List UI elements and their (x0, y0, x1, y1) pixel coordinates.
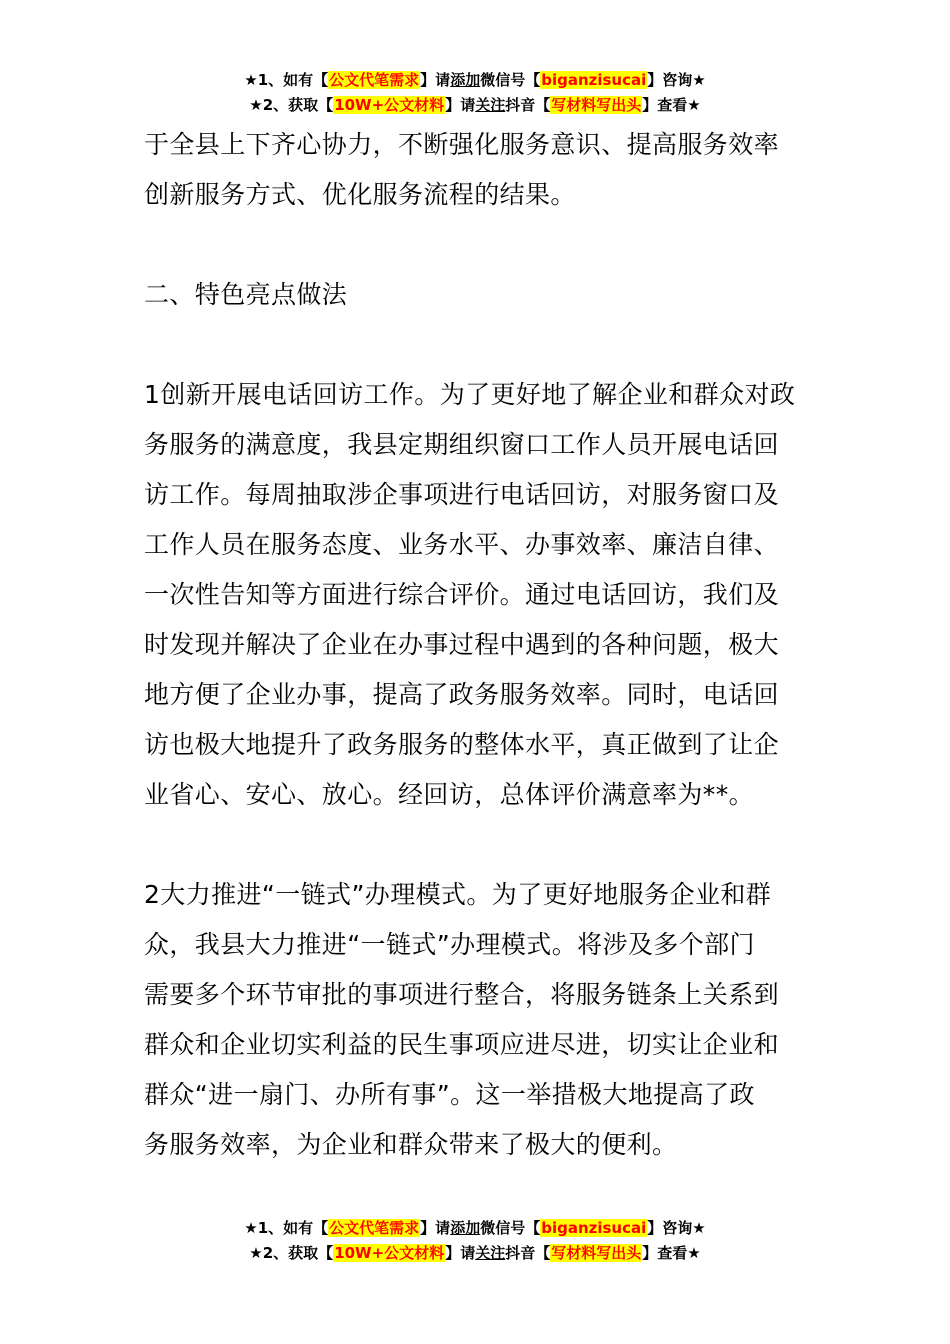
promo-text: 】查看★ (642, 1244, 701, 1262)
paragraph-1-line: 业省心、安心、放心。经回访，总体评价满意率为**。 (144, 780, 755, 809)
promo-highlight: 10W+公文材料 (334, 1244, 445, 1262)
promo-text: 】请 (445, 96, 476, 114)
document-body (144, 120, 808, 1170)
promo-underlined: 添加 (450, 71, 481, 89)
promo-underlined: 添加 (450, 1219, 481, 1237)
promo-text: 】请 (445, 1244, 476, 1262)
paragraph-2-line: 2大力推进“一链式”办理模式。为了更好地服务企业和群 (144, 880, 772, 909)
promo-wechat-id: biganzisucai (541, 71, 647, 89)
promo-underlined: 关注 (475, 96, 506, 114)
paragraph-1-line: 时发现并解决了企业在办事过程中遇到的各种问题，极大 (144, 630, 780, 659)
promo-text: 】咨询★ (647, 1219, 706, 1237)
paragraph-1-line: 工作人员在服务态度、业务水平、办事效率、廉洁自律、 (144, 530, 780, 559)
paragraph-1-line: 一次性告知等方面进行综合评价。通过电话回访，我们及 (144, 580, 780, 609)
paragraph-2-line: 群众“进一扇门、办所有事”。这一举措极大地提高了政 (144, 1080, 755, 1109)
promo-text: 】咨询★ (647, 71, 706, 89)
promo-douyin-id: 写材料写出头 (551, 96, 642, 114)
bottom-promo-banner (0, 1216, 950, 1266)
paragraph-1-line: 务服务的满意度，我县定期组织窗口工作人员开展电话回 (144, 430, 780, 459)
promo-text: 抖音【 (505, 1244, 551, 1262)
promo-underlined: 关注 (475, 1244, 506, 1262)
promo-text: 】请 (420, 71, 451, 89)
promo-text: ★1、如有【 (244, 1219, 329, 1237)
paragraph-1-line: 访工作。每周抽取涉企事项进行电话回访，对服务窗口及 (144, 480, 780, 509)
paragraph-1-line: 地方便了企业办事，提高了政务服务效率。同时，电话回 (144, 680, 780, 709)
promo-douyin-id: 写材料写出头 (551, 1244, 642, 1262)
promo-line-2 (0, 93, 950, 118)
top-promo-banner (0, 68, 950, 118)
paragraph-2-line: 众，我县大力推进“一链式”办理模式。将涉及多个部门 (144, 930, 755, 959)
paragraph-1-line: 访也极大地提升了政务服务的整体水平，真正做到了让企 (144, 730, 780, 759)
promo-text: 微信号【 (480, 71, 541, 89)
promo-line-2 (0, 1241, 950, 1266)
paragraph-2-line: 群众和企业切实利益的民生事项应进尽进，切实让企业和 (144, 1030, 780, 1059)
promo-text: ★1、如有【 (244, 71, 329, 89)
paragraph-2-line: 需要多个环节审批的事项进行整合，将服务链条上关系到 (144, 980, 780, 1009)
promo-text: ★2、获取【 (249, 1244, 334, 1262)
promo-text: 抖音【 (505, 96, 551, 114)
promo-wechat-id: biganzisucai (541, 1219, 647, 1237)
promo-highlight: 公文代笔需求 (329, 1219, 420, 1237)
promo-line-1 (0, 68, 950, 93)
intro-line: 创新服务方式、优化服务流程的结果。 (144, 180, 576, 209)
promo-text: 】请 (420, 1219, 451, 1237)
intro-line: 于全县上下齐心协力，不断强化服务意识、提高服务效率 (144, 130, 780, 159)
promo-highlight: 公文代笔需求 (329, 71, 420, 89)
promo-text: 微信号【 (480, 1219, 541, 1237)
paragraph-2-line: 务服务效率，为企业和群众带来了极大的便利。 (144, 1130, 678, 1159)
paragraph-1-line: 1创新开展电话回访工作。为了更好地了解企业和群众对政 (144, 380, 796, 409)
promo-text: ★2、获取【 (249, 96, 334, 114)
promo-highlight: 10W+公文材料 (334, 96, 445, 114)
promo-text: 】查看★ (642, 96, 701, 114)
section-heading: 二、特色亮点做法 (144, 280, 348, 309)
promo-line-1 (0, 1216, 950, 1241)
